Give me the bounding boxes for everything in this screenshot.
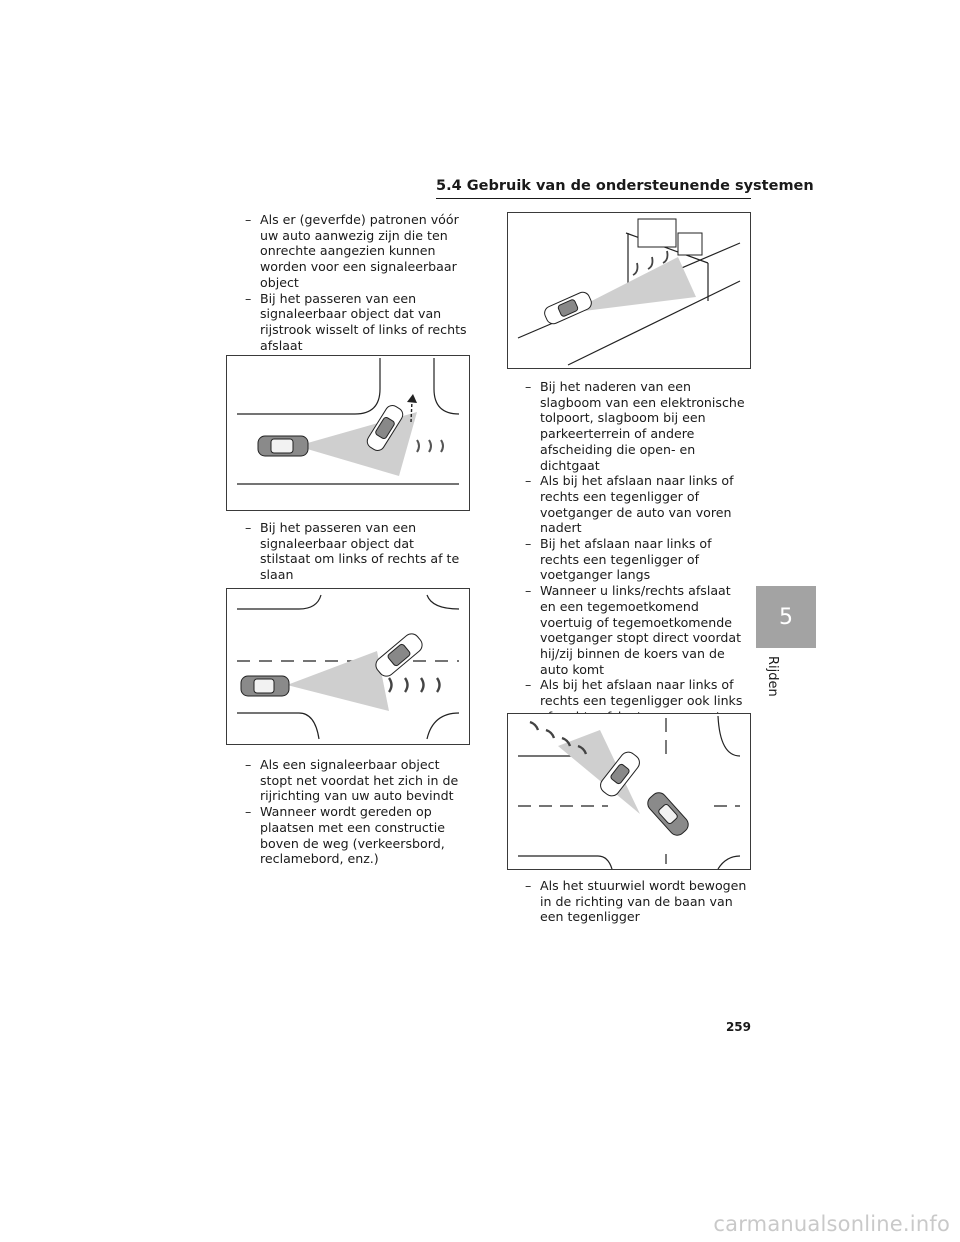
car-icon <box>258 436 308 456</box>
list-item: – Als er (geverfde) patronen vóór uw auto aanwezig zijn die ten onrechte aangezien kunnen worden voor een signaleerbaar object <box>242 212 468 291</box>
bullet-list-right-1 <box>522 379 748 724</box>
chapter-label: Rijden <box>765 656 780 697</box>
header-rule <box>436 198 751 199</box>
bullet-list-right-2 <box>522 878 748 925</box>
watermark: carmanualsonline.info <box>713 1212 950 1236</box>
figure-oncoming-turn-illustration <box>507 713 751 870</box>
car-icon <box>542 290 593 326</box>
car-icon <box>241 676 289 696</box>
list-item: – Als bij het afslaan naar links of rechts een tegenligger ook links <box>522 677 748 724</box>
arrow-up-icon <box>407 394 417 403</box>
list-item: – Bij het afslaan naar links of rechts een tegenligger of voetganger langs <box>522 536 748 583</box>
chapter-tab: 5 <box>756 586 816 648</box>
page-number: 259 <box>725 1020 751 1034</box>
bullet-list-left-1 <box>242 212 468 353</box>
list-item: – Bij het passeren van een signaleerbaar object dat van rijstrook wisselt of links of rechts afslaat <box>242 291 468 354</box>
car-icon <box>373 631 426 680</box>
figure-stopped-turning-illustration <box>226 588 470 745</box>
list-item: – Wanneer u links/rechts afslaat en een tegemoetkomend voertuig of tegemoetkomende voetganger stopt direct voordat hij/zij binnen de koers van de auto komt <box>522 583 748 677</box>
list-item: – Als het stuurwiel wordt bewogen in de richting van de baan van een tegenligger <box>522 878 748 925</box>
list-item: – Als bij het afslaan naar links of rechts een tegenligger of voetganger de auto van voren nadert <box>522 473 748 536</box>
bullet-list-left-2 <box>242 520 468 583</box>
car-icon <box>645 789 692 838</box>
bullet-list-left-3 <box>242 757 468 867</box>
figure-lane-change-illustration <box>226 355 470 511</box>
list-item: – Als een signaleerbaar object stopt net voordat het zich in de rijrichting van uw auto bevindt <box>242 757 468 804</box>
list-item: – Wanneer wordt gereden op plaatsen met een constructie boven de weg (verkeersbord, reclamebord, enz.) <box>242 804 468 867</box>
section-header: 5.4 Gebruik van de ondersteunende systemen <box>436 178 814 194</box>
list-item: – Bij het passeren van een signaleerbaar object dat stilstaat om links of rechts af te slaan <box>242 520 468 583</box>
figure-overhead-sign-illustration <box>507 212 751 369</box>
list-item: – Bij het naderen van een slagboom van een elektronische tolpoort, slagboom bij een parkeerterrein of andere afscheiding die open- en dichtgaat <box>522 379 748 473</box>
